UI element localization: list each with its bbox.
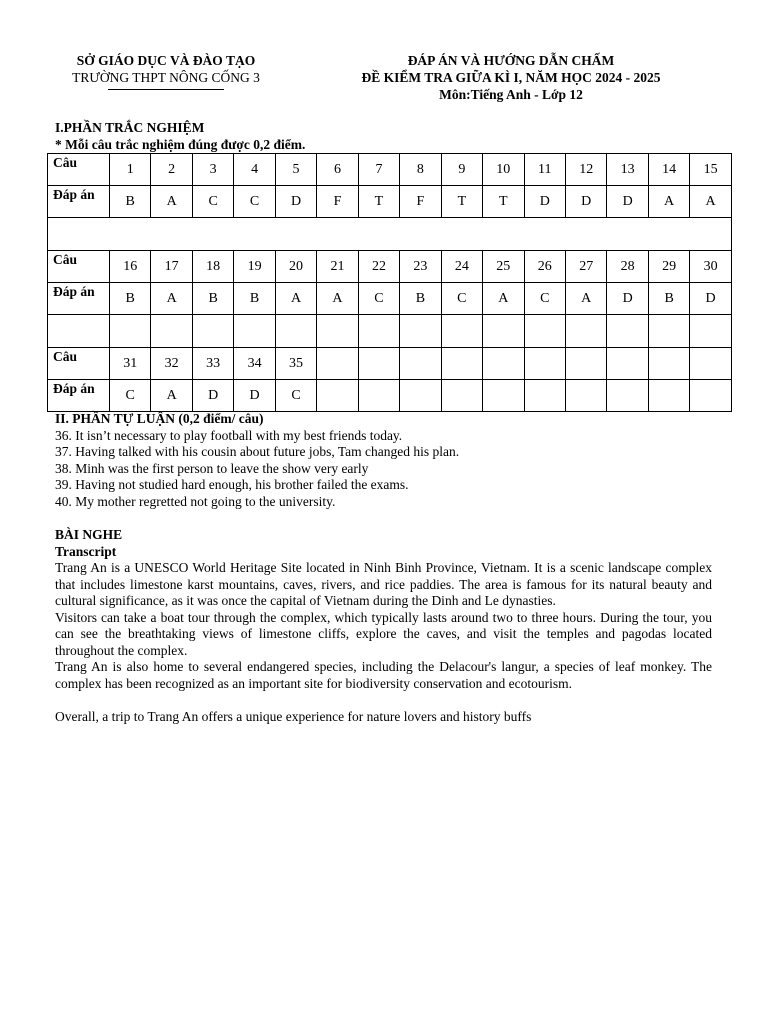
answer-cell: B: [192, 283, 233, 315]
empty-cell: [110, 315, 151, 348]
section1-note: * Mỗi câu trắc nghiệm đúng được 0,2 điểm.: [55, 137, 306, 152]
question-number-cell: [441, 348, 482, 380]
essay-answer-36: 36. It isn’t necessary to play football with my best friends today.: [55, 427, 403, 443]
question-number-cell: 2: [151, 154, 192, 186]
question-number-cell: [690, 348, 731, 380]
answer-cell: F: [400, 186, 441, 218]
question-number-cell: 31: [110, 348, 151, 380]
transcript-paragraph: Overall, a trip to Trang An offers a unique experience for nature lovers and history buffs: [55, 708, 532, 724]
listening-section: [55, 527, 712, 725]
question-number-cell: 10: [483, 154, 524, 186]
empty-cell: [690, 315, 731, 348]
answer-cell: A: [275, 283, 316, 315]
question-number-cell: 22: [358, 251, 399, 283]
essay-answer-39: 39. Having not studied hard enough, his brother failed the exams.: [55, 477, 409, 492]
answer-cell: A: [565, 283, 606, 315]
answer-cell: [565, 380, 606, 412]
question-label: Câu: [48, 251, 110, 283]
empty-cell: [192, 315, 233, 348]
empty-cell: [648, 315, 689, 348]
question-number-cell: 15: [690, 154, 731, 186]
answer-cell: D: [234, 380, 275, 412]
answer-cell: C: [110, 380, 151, 412]
empty-cell: [565, 315, 606, 348]
subject-line: Môn:Tiếng Anh - Lớp 12: [439, 87, 583, 102]
answer-row: [48, 283, 732, 315]
answer-cell: A: [648, 186, 689, 218]
question-number-cell: [524, 348, 565, 380]
empty-cell: [400, 315, 441, 348]
answer-cell: A: [690, 186, 731, 218]
question-number-cell: 27: [565, 251, 606, 283]
answer-cell: A: [317, 283, 358, 315]
answer-cell: [648, 380, 689, 412]
answer-cell: D: [565, 186, 606, 218]
section2: [55, 411, 715, 510]
question-number-cell: [358, 348, 399, 380]
empty-cell: [607, 315, 648, 348]
essay-answer-37: 37. Having talked with his cousin about future jobs, Tam changed his plan.: [55, 444, 460, 459]
question-label: Câu: [48, 348, 110, 380]
question-number-cell: 8: [400, 154, 441, 186]
answer-row: [48, 380, 732, 412]
section1-heading: [55, 119, 305, 153]
header-right: [316, 52, 706, 103]
answer-cell: C: [275, 380, 316, 412]
answer-cell: [524, 380, 565, 412]
exam-title: ĐỀ KIỂM TRA GIỮA KÌ I, NĂM HỌC 2024 - 2025: [361, 70, 661, 85]
answer-cell: [317, 380, 358, 412]
answer-cell: T: [483, 186, 524, 218]
question-number-cell: 26: [524, 251, 565, 283]
answer-label: Đáp án: [48, 380, 110, 412]
question-number-cell: 9: [441, 154, 482, 186]
answer-cell: A: [151, 283, 192, 315]
answer-cell: B: [110, 283, 151, 315]
question-number-cell: 19: [234, 251, 275, 283]
question-number-cell: [483, 348, 524, 380]
question-number-cell: 28: [607, 251, 648, 283]
question-number-cell: 16: [110, 251, 151, 283]
answer-cell: F: [317, 186, 358, 218]
question-number-cell: [565, 348, 606, 380]
header-left: [48, 52, 284, 90]
question-number-cell: [648, 348, 689, 380]
question-number-row: [48, 154, 732, 186]
question-number-cell: 34: [234, 348, 275, 380]
answer-cell: A: [483, 283, 524, 315]
question-number-cell: 5: [275, 154, 316, 186]
answer-cell: C: [358, 283, 399, 315]
answer-cell: [441, 380, 482, 412]
transcript-paragraph: Visitors can take a boat tour through the complex, which typically lasts around two to three hours. During the tour, you can see the breathtaking views of limestone cliffs, explore the caves, and visit the temples and pagodas located throughout the complex.: [55, 609, 712, 658]
answer-cell: [400, 380, 441, 412]
question-number-cell: 13: [607, 154, 648, 186]
empty-cell: [441, 315, 482, 348]
answer-table: [47, 153, 732, 412]
question-label: Câu: [48, 154, 110, 186]
question-number-cell: 35: [275, 348, 316, 380]
question-number-cell: 3: [192, 154, 233, 186]
answer-cell: D: [192, 380, 233, 412]
answer-row: [48, 186, 732, 218]
question-number-cell: [317, 348, 358, 380]
question-number-cell: 17: [151, 251, 192, 283]
question-number-row: [48, 251, 732, 283]
answer-cell: D: [607, 186, 648, 218]
question-number-cell: 29: [648, 251, 689, 283]
question-number-cell: 24: [441, 251, 482, 283]
answer-cell: B: [110, 186, 151, 218]
question-number-cell: 23: [400, 251, 441, 283]
answer-cell: [358, 380, 399, 412]
essay-answer-40: 40. My mother regretted not going to the university.: [55, 493, 336, 509]
answer-cell: [690, 380, 731, 412]
transcript-paragraph: Trang An is also home to several endangered species, including the Delacour's langur, a species of leaf monkey. The complex has been recognized as an important site for biodiversity conservation and ecotourism.: [55, 659, 712, 691]
empty-merged-cell: [48, 218, 732, 251]
empty-cell: [151, 315, 192, 348]
question-number-cell: 6: [317, 154, 358, 186]
empty-cell: [358, 315, 399, 348]
empty-cell: [524, 315, 565, 348]
answer-cell: B: [234, 283, 275, 315]
answer-cell: C: [441, 283, 482, 315]
blank-line: [55, 692, 712, 709]
answer-cell: T: [358, 186, 399, 218]
question-number-cell: 18: [192, 251, 233, 283]
answer-cell: T: [441, 186, 482, 218]
answer-cell: A: [151, 380, 192, 412]
answer-cell: D: [607, 283, 648, 315]
question-number-cell: [400, 348, 441, 380]
question-number-cell: 4: [234, 154, 275, 186]
question-number-cell: [607, 348, 648, 380]
answer-cell: C: [234, 186, 275, 218]
transcript-heading: Transcript: [55, 543, 117, 559]
answer-cell: [483, 380, 524, 412]
question-number-cell: 7: [358, 154, 399, 186]
section2-title: II. PHẦN TỰ LUẬN (0,2 điểm/ câu): [55, 411, 264, 426]
question-number-cell: 20: [275, 251, 316, 283]
question-number-cell: 30: [690, 251, 731, 283]
question-number-cell: 32: [151, 348, 192, 380]
answer-cell: B: [648, 283, 689, 315]
answer-cell: C: [524, 283, 565, 315]
answer-cell: [607, 380, 648, 412]
question-number-cell: 12: [565, 154, 606, 186]
answer-label: Đáp án: [48, 283, 110, 315]
answer-cell: B: [400, 283, 441, 315]
question-number-cell: 33: [192, 348, 233, 380]
answer-label: Đáp án: [48, 186, 110, 218]
document-title: ĐÁP ÁN VÀ HƯỚNG DẪN CHẤM: [407, 53, 615, 68]
empty-cell: [275, 315, 316, 348]
section1-title: I.PHẦN TRẮC NGHIỆM: [55, 120, 205, 135]
question-number-cell: 21: [317, 251, 358, 283]
question-number-cell: 25: [483, 251, 524, 283]
question-number-row: [48, 348, 732, 380]
department-name: SỞ GIÁO DỤC VÀ ĐÀO TẠO: [76, 53, 256, 68]
empty-cell: [234, 315, 275, 348]
school-name: TRƯỜNG THPT NÔNG CỐNG 3: [72, 70, 260, 85]
essay-answer-38: 38. Minh was the first person to leave the show very early: [55, 460, 369, 476]
question-number-cell: 14: [648, 154, 689, 186]
answer-cell: A: [151, 186, 192, 218]
empty-cell: [48, 315, 110, 348]
empty-cell: [317, 315, 358, 348]
answer-cell: D: [690, 283, 731, 315]
question-number-cell: 1: [110, 154, 151, 186]
answer-cell: D: [524, 186, 565, 218]
header-underline: [108, 89, 224, 90]
answer-cell: C: [192, 186, 233, 218]
empty-row: [48, 218, 732, 251]
empty-cell: [483, 315, 524, 348]
listening-title: BÀI NGHE: [55, 527, 123, 542]
transcript-paragraph: Trang An is a UNESCO World Heritage Site located in Ninh Binh Province, Vietnam. It is a scenic landscape complex that includes limestone karst mountains, caves, rivers, and rice paddies. The area is famous for its natural beauty and cultural significance, as it was once the capital of Vietnam during the Dinh and Le dynasties.: [55, 560, 712, 608]
empty-row: [48, 315, 732, 348]
answer-cell: D: [275, 186, 316, 218]
question-number-cell: 11: [524, 154, 565, 186]
